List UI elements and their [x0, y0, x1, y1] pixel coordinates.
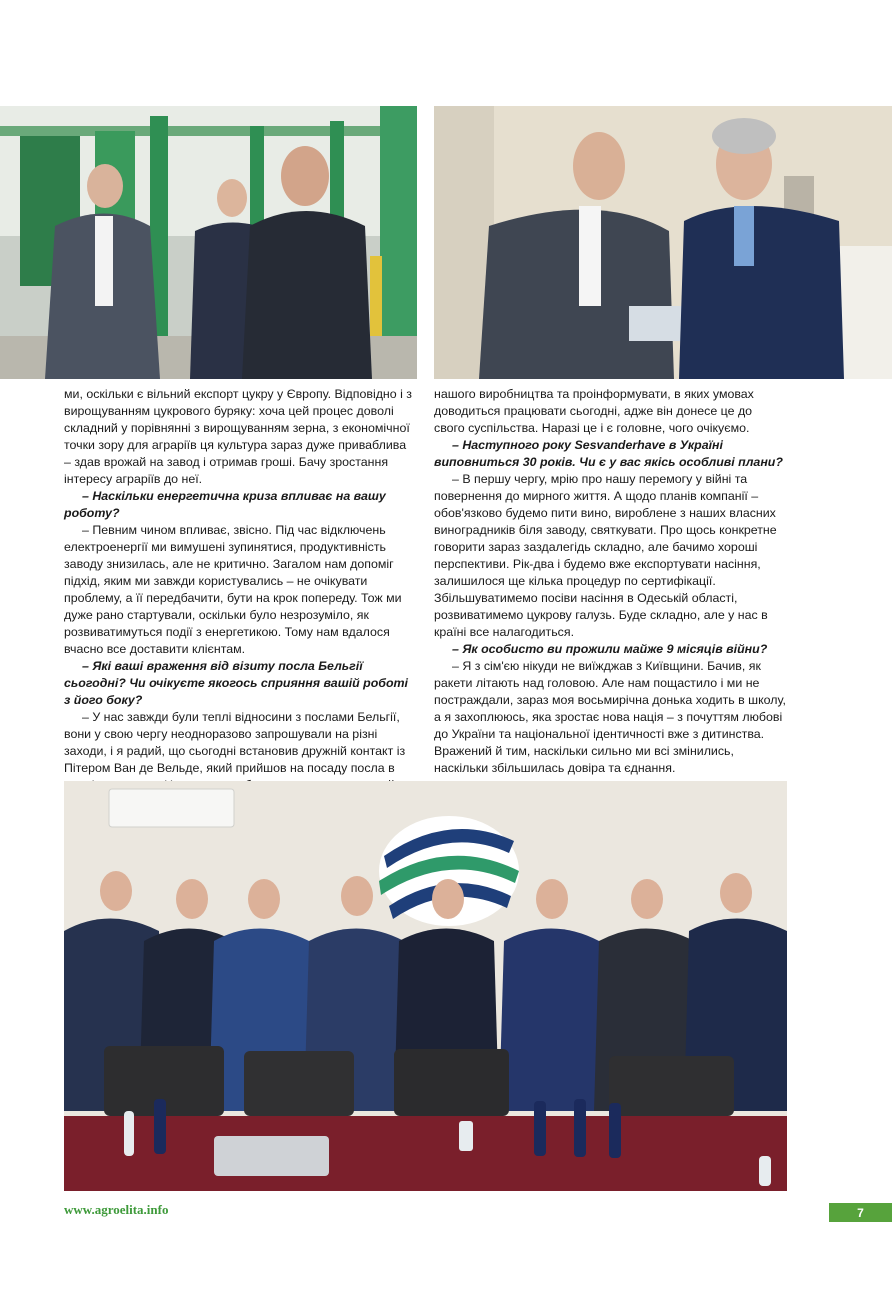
paragraph: нашого виробництва та проінформувати, в яких умовах доводиться працювати сьогодні, адже він донесе це до свого суспільства. Наразі це і є головне, чого очікуємо.	[434, 387, 754, 435]
paragraph: – Певним чином впливає, звісно. Під час відключень електроенергії ми вимушені зупинятися, продуктивність заводу знизилась, але не критично. Загалом нам допоміг підхід, яким ми завжди користувались – не очікувати проблему, а її передбачити, бути на крок попереду. Тож ми дуже рано стартували, оскільки було незрозуміло, як розвиватимуться події з енергетикою. Тому нам вдалося вчасно все доставити клієнтам.	[64, 523, 402, 656]
footer-website-link[interactable]: www.agroelita.info	[64, 1202, 169, 1217]
article-column-right	[434, 386, 786, 777]
interview-question: – Як особисто ви прожили майже 9 місяців війни?	[452, 642, 768, 656]
interview-question: – Наступного року Sesvanderhave в Україні виповниться 30 років. Чи є у вас якісь особливі плани?	[434, 438, 783, 469]
page-number-badge: 7	[829, 1203, 892, 1222]
interview-question: – Які ваші враження від візиту посла Бельгії сьогодні? Чи очікуєте якогось сприяння вашій роботі з його боку?	[64, 659, 409, 707]
paragraph: – В першу чергу, мрію про нашу перемогу у війні та повернення до мирного життя. А щодо планів компанії – обов'язково будемо пити вино, вироблене з наших власних виноградників біля заводу, святкувати. Про щось конкретне говорити зараз заздалегідь складно, але бачимо хороші перспективи. Рік-два і будемо вже експортувати насіння, залишилося ще кілька процедур по сертифікації. Збільшуватимемо посіви насіння в Одеській області, розвиватимемо цукрову галузь. Буде складно, але у нас в країні все налагодиться.	[434, 472, 777, 639]
photo-office-meeting	[434, 106, 892, 379]
photo-factory-interior	[0, 106, 417, 379]
paragraph: ми, оскільки є вільний експорт цукру у Європу. Відповідно і з вирощуванням цукрового буряку: хоча цей процес доволі складний у порівнянні з вирощуванням зерна, з економічної точки зору для аграріїв ця культура зараз дуже приваблива – здав врожай на завод і отримав гроші. Бачу зростання інтересу аграріїв до неї.	[64, 387, 412, 486]
photo-group-delegation	[64, 781, 787, 1191]
paragraph: – У нас завжди були теплі відносини з послами Бельгії, вони у свою чергу неодноразово запрошували на різні заходи, і я радий, що сьогодні встановив дружній контакт із Пітером Ван де Вельде, який прийшов на посаду посла в	[64, 710, 406, 775]
paragraph: – Я з сім'єю нікуди не виїжджав з Київщини. Бачив, як ракети літають над головою. Але нам пощастило і ми не постраждали, зараз моя восьмирічна донька ходить в школу, а я захоплююсь, яка зростає нова нація – з почуттям любові до України та національної ідентичності вже з дитинства. Вражений й тим, наскільки сильно ми всі змінились, наскільки збільшилась довіра та єднання.	[434, 659, 786, 775]
article-column-left	[64, 386, 416, 811]
interview-question: – Наскільки енергетична криза впливає на вашу роботу?	[64, 489, 386, 520]
